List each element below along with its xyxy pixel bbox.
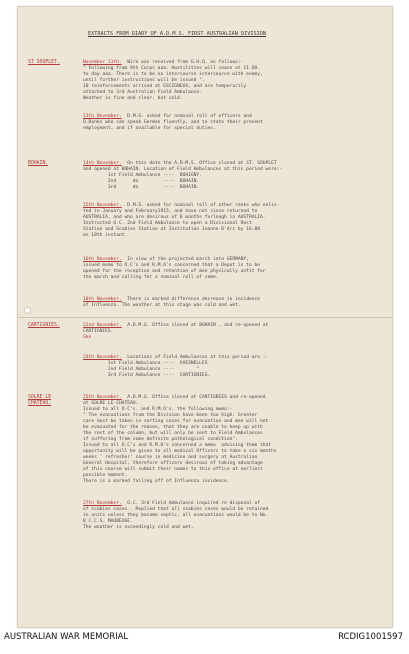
place-solre-le-chateau-2: CHATEAU. [28, 401, 52, 406]
diary-entry-line: 18th November. There is marked difference decrease in incidence [83, 297, 261, 302]
punch-hole [24, 307, 31, 314]
entry-date: 24th November. [83, 355, 122, 360]
diary-entry-line: opened for the reception and retention of men physically unfit for [83, 269, 266, 274]
entry-date: 16th November. [83, 257, 122, 262]
diary-entry-line: " The evacuations from the Division have been too high. Greater [83, 413, 258, 418]
entry-date: 13th November. [83, 114, 122, 119]
place-st-souplet: ST SOUPLET. [28, 60, 60, 65]
diary-entry-line: 3rd Field Ambulance ---- CARTIGNIES. [83, 373, 211, 378]
diary-entry-line: Station and Scabies Station at Institution Jeanne D'Arc by 16.00 [83, 227, 261, 232]
diary-entry-line: 22nd November. A.D.M.S. Office closed at BOHAIN , and re-opened at [83, 323, 269, 328]
entry-date: 27th November. [83, 501, 122, 506]
diary-entry-line: 3rd do ---- BOHAIN. [83, 185, 200, 190]
diary-entry-line: " Following from 9th Corps aaa. Hostilities will cease at 11 OO. [83, 66, 261, 71]
diary-entry-line: in units unless they became septic, all evacuations would be to No. [83, 513, 269, 518]
entry-date: 14th November. [83, 161, 122, 166]
diary-entry-line: Ske [83, 335, 92, 340]
diary-entry-line: opportunity will be given to all medical Officers to take a six months [83, 449, 277, 454]
diary-entry-line: 1st Field Ambulance ---- AVESNELLES [83, 361, 208, 366]
diary-entry-line: 14th November. On this date the A.D.M.S. Office closed at ST. SOUPLET [83, 161, 277, 166]
entry-date: 25th November. [83, 395, 122, 400]
diary-entry-line: weeks ' refresher' course in medicine and surgery at Australian [83, 455, 258, 460]
entry-date: November 11th. [83, 60, 122, 65]
place-solre-le-chateau-1: SOLRE LE [28, 395, 52, 400]
diary-entry-line: ted in January and February1915, and have not since returned to [83, 209, 258, 214]
footer-institution: AUSTRALIAN WAR MEMORIAL [4, 632, 129, 642]
diary-entry-line: Issued to all O.C's and R.M.O's concerned a memo advising them that [83, 443, 272, 448]
diary-entry-line: CARTIGNIES. [83, 329, 114, 334]
document-page [17, 6, 393, 628]
entry-date: 15th November. [83, 203, 122, 208]
diary-entry-line: 1st Field Ambulance ---- BOHIGNY. [83, 173, 202, 178]
diary-entry-line: There is a marked falling off of Influenza incidence. [83, 479, 230, 484]
diary-entry-line: employment, and if available for special duties. [83, 126, 216, 131]
diary-entry-line: issued memo to O.C's and R.M.O's concerned that a Depot is to be [83, 263, 261, 268]
diary-entry-line: AUSTRALIA, and who are desirous of 6 months furlough in AUSTRALIA. [83, 215, 266, 220]
diary-entry-line: 25th November. A.D.M.S. Office closed at CARTIGNIES and re-opened [83, 395, 266, 400]
diary-entry-line: 2nd do ---- BOHAIN. [83, 179, 200, 184]
diary-entry-line: 10 reinforcements arrived at ESCIGNEUX, and are temporarily [83, 84, 247, 89]
diary-entry-line: Issued to all O.C's. and R.M.O's. the following memo:- [83, 407, 233, 412]
diary-entry-line: at SOLRE LE CHATEAU. [83, 401, 139, 406]
entry-date: 18th November. [83, 297, 122, 302]
diary-entry-line: 16th November. In view of the projected march into GERMANY, [83, 257, 249, 262]
diary-entry-line: November 11th. Wire was received from G.H.Q. as follows:- [83, 60, 244, 65]
diary-entry-line: O.Ranks who can speak German fluently, and to state their present [83, 120, 263, 125]
diary-entry-line: 8 C.C.S. MAUBEUGE. [83, 519, 133, 524]
diary-entry-line: of scabies cases . Replied that all scabies cases would be retained [83, 507, 269, 512]
diary-entry-line: 2nd Field Ambulance ---- " [83, 367, 200, 372]
diary-entry-line: to day aaa. There is to be no intercourse intercourse with enemy, [83, 72, 263, 77]
footer-record-id: RCDIG1001597 [338, 632, 403, 642]
diary-entry-line: possible moment. [83, 473, 128, 478]
diary-entry-line: of Influenza. The weather at this stage was cold and wet. [83, 303, 241, 308]
diary-entry-line: Weather is fine and clear, but cold. [83, 96, 183, 101]
diary-entry-line: General Hospital, therefore officers desirous of taking advantage [83, 461, 263, 466]
diary-entry-line: if suffering from some definite pathological condition". [83, 437, 238, 442]
diary-entry-line: 27th November. O.C. 3rd Field Ambulance inquired re disposal of [83, 501, 261, 506]
diary-entry-line: 24th November. Locations of Field Ambulances at this period are :- [83, 355, 269, 360]
document-title: EXTRACTS FROM DIARY OF A.D.M.S. FIRST AUSTRALIAN DIVISION [88, 31, 267, 37]
diary-entry-line: and opened at BOHAIN. Location of Field Ambulances at this period were:- [83, 167, 283, 172]
diary-entry-line: The weather is exceedingly cold and wet. [83, 525, 194, 530]
entry-date: 22nd November. [83, 323, 122, 328]
diary-entry-line: attached to 3rd Australian Field Ambulance. [83, 90, 202, 95]
diary-entry-line: care must be taken in sorting cases for evacuation and men will not [83, 419, 269, 424]
diary-entry-line: the march and calling for a nominal roll of same. [83, 275, 219, 280]
diary-entry-line: 15th November. D.M.S. asked for nominal roll of other ranks who enlis- [83, 203, 280, 208]
place-cartignies: CARTIGNIES. [28, 323, 60, 328]
diary-entry-line: the rest of the column, but will only be sent to Field Ambulances [83, 431, 263, 436]
diary-entry-line: of this course will submit their names to this office at earliest [83, 467, 263, 472]
diary-entry-line: on 18th instant. [83, 233, 128, 238]
diary-entry-line: until further instructions will be issued ". [83, 78, 205, 83]
diary-entry-line: Instructed O.C. 2nd Field Ambulance to open a Divisional Rest [83, 221, 252, 226]
place-bohain: BOHAIN. [28, 161, 49, 166]
page-fold [18, 317, 392, 318]
diary-entry-line: 13th November. D.M.S. asked for nominal roll of officers and [83, 114, 252, 119]
diary-entry-line: be evacuated for the reason, that they are unable to keep up with [83, 425, 263, 430]
